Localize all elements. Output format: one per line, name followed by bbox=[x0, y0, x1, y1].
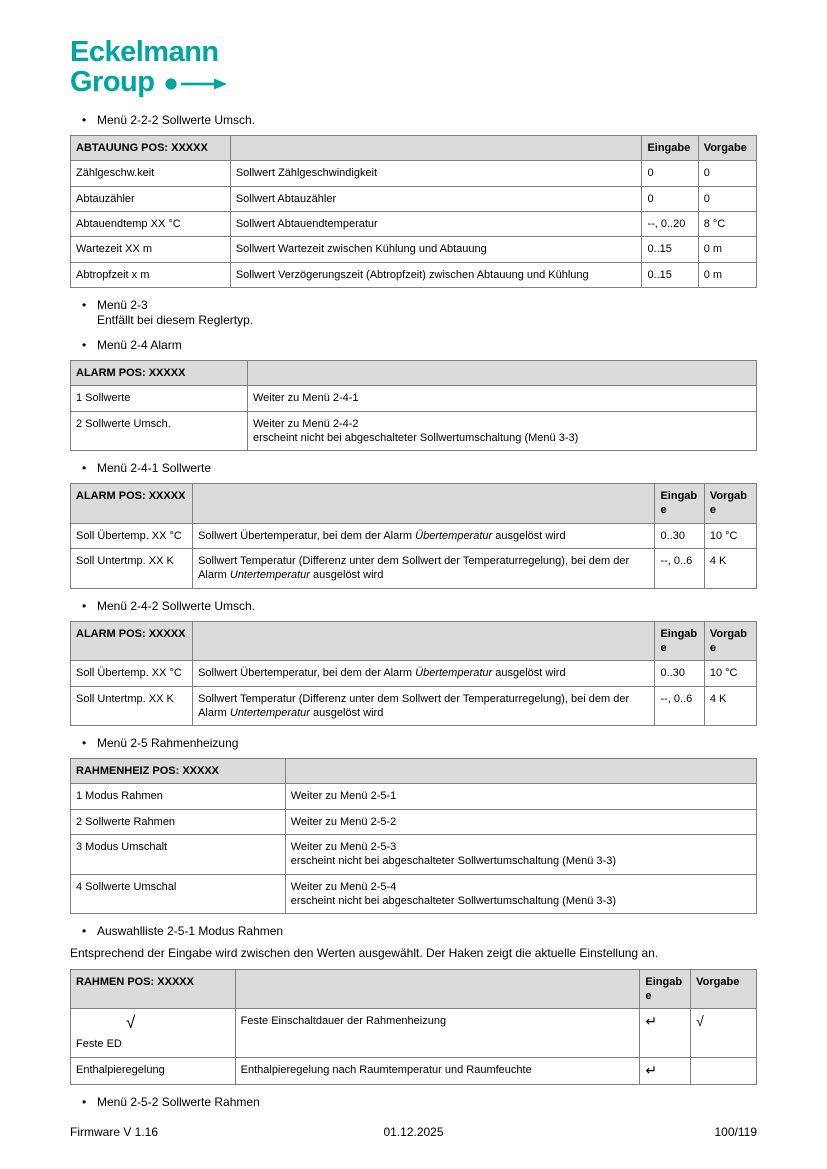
table-cell: 0 bbox=[642, 161, 698, 186]
table-cell: Abtropfzeit x m bbox=[71, 262, 231, 287]
table-row bbox=[71, 1057, 757, 1084]
table-cell bbox=[640, 1009, 691, 1057]
table-cell: --, 0..20 bbox=[642, 212, 698, 237]
table-cell: 4 K bbox=[704, 549, 756, 589]
bullet-text bbox=[97, 461, 757, 476]
table-head bbox=[71, 759, 757, 784]
table-row bbox=[71, 549, 757, 589]
table-row bbox=[71, 411, 757, 451]
table-body bbox=[71, 161, 757, 287]
table-cell: --, 0..6 bbox=[655, 549, 704, 589]
bullet-item bbox=[70, 461, 757, 476]
abtauung-pos-table bbox=[70, 135, 757, 288]
bullet-item bbox=[70, 924, 757, 939]
table-body bbox=[71, 1009, 757, 1085]
table-row bbox=[71, 1009, 757, 1057]
table-cell bbox=[71, 1009, 236, 1057]
table-cell: Soll Übertemp. XX °C bbox=[71, 523, 193, 548]
table-cell: 10 °C bbox=[704, 523, 756, 548]
table-header-cell: RAHMENHEIZ POS: XXXXX bbox=[71, 759, 286, 784]
table-row bbox=[71, 686, 757, 726]
bullet-text bbox=[97, 599, 757, 614]
table-cell: 0..15 bbox=[642, 262, 698, 287]
table-row bbox=[71, 386, 757, 411]
page-footer bbox=[70, 1125, 757, 1139]
table-cell: 0 m bbox=[698, 237, 756, 262]
table-body bbox=[71, 784, 757, 914]
table-cell: 0 bbox=[698, 161, 756, 186]
bullet-item bbox=[70, 599, 757, 614]
bullet-line: Menü 2-4-1 Sollwerte bbox=[97, 461, 212, 476]
footer-page-number: 100/119 bbox=[714, 1125, 757, 1139]
table-cell: 0..30 bbox=[655, 523, 704, 548]
table-row bbox=[71, 834, 757, 874]
table-header-cell bbox=[193, 484, 655, 524]
table-header-cell bbox=[235, 969, 640, 1009]
table-cell: Weiter zu Menü 2-5-1 bbox=[285, 784, 756, 809]
logo-arrow-icon bbox=[165, 77, 229, 91]
table-header-cell: Eingabe bbox=[642, 136, 698, 161]
table-cell bbox=[640, 1057, 691, 1084]
rahmenheiz-pos-table bbox=[70, 758, 757, 914]
table-cell: Abtauzähler bbox=[71, 186, 231, 211]
table-body bbox=[71, 386, 757, 451]
table-cell: 1 Modus Rahmen bbox=[71, 784, 286, 809]
table-row bbox=[71, 661, 757, 686]
table-cell: --, 0..6 bbox=[655, 686, 704, 726]
table-cell: 0..30 bbox=[655, 661, 704, 686]
table-cell: Sollwert Zählgeschwindigkeit bbox=[230, 161, 642, 186]
bullet-line: Auswahlliste 2-5-1 Modus Rahmen bbox=[97, 924, 284, 939]
table-cell: Weiter zu Menü 2-5-2 bbox=[285, 809, 756, 834]
bullet-text bbox=[97, 298, 757, 328]
table-cell: Sollwert Wartezeit zwischen Kühlung und Abtauung bbox=[230, 237, 642, 262]
table-head bbox=[71, 136, 757, 161]
table-cell: 8 °C bbox=[698, 212, 756, 237]
table-header-row bbox=[71, 969, 757, 1009]
table-row bbox=[71, 161, 757, 186]
footer-date: 01.12.2025 bbox=[383, 1125, 444, 1139]
table-cell: Sollwert Abtauendtemperatur bbox=[230, 212, 642, 237]
table-head bbox=[71, 969, 757, 1009]
table-header-row bbox=[71, 621, 757, 661]
table-cell: Weiter zu Menü 2-5-4 erscheint nicht bei abgeschalteter Sollwertumschaltung (Menü 3-3) bbox=[285, 874, 756, 914]
bullet-text bbox=[97, 338, 757, 353]
table-cell: Sollwert Verzögerungszeit (Abtropfzeit) zwischen Abtauung und Kühlung bbox=[230, 262, 642, 287]
logo-text-group: Group bbox=[70, 65, 155, 98]
table-cell: 4 Sollwerte Umschal bbox=[71, 874, 286, 914]
bullet-line: Menü 2-3 bbox=[97, 297, 148, 312]
table-cell: 0 bbox=[642, 186, 698, 211]
table-header-cell: ALARM POS: XXXXX bbox=[71, 360, 248, 385]
table-cell: Zählgeschw.keit bbox=[71, 161, 231, 186]
bullet-text bbox=[97, 1095, 757, 1110]
table-header-cell: Vorgabe bbox=[704, 621, 756, 661]
table-head bbox=[71, 360, 757, 385]
table-header-cell bbox=[193, 621, 655, 661]
table-cell: Weiter zu Menü 2-4-1 bbox=[247, 386, 756, 411]
table-header-cell: Eingabe bbox=[640, 969, 691, 1009]
table-cell: 10 °C bbox=[704, 661, 756, 686]
table-cell: Weiter zu Menü 2-4-2 erscheint nicht bei abgeschalteter Sollwertumschaltung (Menü 3-3) bbox=[247, 411, 756, 451]
table-header-cell: Eingabe bbox=[655, 484, 704, 524]
table-cell: Soll Untertmp. XX K bbox=[71, 549, 193, 589]
table-header-row bbox=[71, 759, 757, 784]
table-cell: Weiter zu Menü 2-5-3 erscheint nicht bei abgeschalteter Sollwertumschaltung (Menü 3-3) bbox=[285, 834, 756, 874]
footer-firmware-version: Firmware V 1.16 bbox=[70, 1125, 159, 1139]
table-header-cell: Eingabe bbox=[655, 621, 704, 661]
table-cell: Wartezeit XX m bbox=[71, 237, 231, 262]
table-header-cell: Vorgabe bbox=[704, 484, 756, 524]
bullet-item bbox=[70, 338, 757, 353]
table-cell: 0..15 bbox=[642, 237, 698, 262]
table-row bbox=[71, 523, 757, 548]
alarm-sollwerte-table bbox=[70, 483, 757, 588]
table-cell: 2 Sollwerte Rahmen bbox=[71, 809, 286, 834]
table-row bbox=[71, 212, 757, 237]
bullet-line: Menü 2-4-2 Sollwerte Umsch. bbox=[97, 598, 256, 613]
logo-text-eckelmann: Eckelmann bbox=[70, 36, 219, 68]
table-cell: 0 bbox=[698, 186, 756, 211]
table-row bbox=[71, 186, 757, 211]
bullet-dot: • bbox=[82, 924, 87, 939]
bullet-item bbox=[70, 1095, 757, 1110]
table-body bbox=[71, 661, 757, 726]
table-cell: Soll Übertemp. XX °C bbox=[71, 661, 193, 686]
bullet-line: Menü 2-5 Rahmenheizung bbox=[97, 736, 239, 751]
paragraph: Entsprechend der Eingabe wird zwischen den Werten ausgewählt. Der Haken zeigt die aktuelle Einstellung an. bbox=[70, 946, 659, 961]
table-cell: Sollwert Temperatur (Differenz unter dem Sollwert der Temperaturregelung), bei dem der Alarm Untertemperatur ausgelöst wird bbox=[193, 686, 655, 726]
table-header-cell: ALARM POS: XXXXX bbox=[71, 484, 193, 524]
bullet-item bbox=[70, 736, 757, 751]
table-row bbox=[71, 784, 757, 809]
bullet-line: Menü 2-2-2 Sollwerte Umsch. bbox=[97, 113, 256, 128]
bullet-item bbox=[70, 113, 757, 128]
table-body bbox=[71, 523, 757, 588]
table-cell bbox=[691, 1057, 757, 1084]
table-header-cell bbox=[230, 136, 642, 161]
bullet-dot: • bbox=[82, 598, 87, 613]
bullet-line: Entfällt bei diesem Reglertyp. bbox=[97, 312, 254, 327]
table-cell: 0 m bbox=[698, 262, 756, 287]
table-header-cell: ALARM POS: XXXXX bbox=[71, 621, 193, 661]
table-row bbox=[71, 262, 757, 287]
enter-icon: ↵ bbox=[645, 1013, 658, 1030]
alarm-pos-menu-table bbox=[70, 360, 757, 451]
eckelmann-logo bbox=[70, 38, 757, 97]
bullet-item bbox=[70, 298, 757, 328]
table-cell: Sollwert Abtauzähler bbox=[230, 186, 642, 211]
table-cell: Feste Einschaltdauer der Rahmenheizung bbox=[235, 1009, 640, 1057]
bullet-text bbox=[97, 924, 757, 939]
table-cell: 2 Sollwerte Umsch. bbox=[71, 411, 248, 451]
table-head bbox=[71, 621, 757, 661]
bullet-dot: • bbox=[82, 736, 87, 751]
rahmen-pos-modus-table bbox=[70, 969, 757, 1085]
table-header-cell: ABTAUUNG POS: XXXXX bbox=[71, 136, 231, 161]
document-content bbox=[70, 113, 757, 1110]
bullet-dot: • bbox=[82, 113, 87, 128]
table-header-cell: Vorgabe bbox=[698, 136, 756, 161]
table-row bbox=[71, 237, 757, 262]
checkmark-icon: √ bbox=[696, 1013, 704, 1030]
table-header-row bbox=[71, 484, 757, 524]
bullet-dot: • bbox=[82, 461, 87, 476]
bullet-text bbox=[97, 736, 757, 751]
bullet-line: Menü 2-5-2 Sollwerte Rahmen bbox=[97, 1094, 260, 1109]
table-cell: Soll Untertmp. XX K bbox=[71, 686, 193, 726]
bullet-text bbox=[97, 113, 757, 128]
bullet-line: Menü 2-4 Alarm bbox=[97, 337, 182, 352]
table-cell: 4 K bbox=[704, 686, 756, 726]
table-header-cell bbox=[247, 360, 756, 385]
table-cell: Enthalpieregelung nach Raumtemperatur und Raumfeuchte bbox=[235, 1057, 640, 1084]
table-cell: 1 Sollwerte bbox=[71, 386, 248, 411]
table-header-cell: RAHMEN POS: XXXXX bbox=[71, 969, 236, 1009]
table-cell: Abtauendtemp XX °C bbox=[71, 212, 231, 237]
enter-icon: ↵ bbox=[645, 1061, 658, 1078]
bullet-dot: • bbox=[82, 1094, 87, 1109]
table-cell: Enthalpieregelung bbox=[71, 1057, 236, 1084]
table-cell: Sollwert Temperatur (Differenz unter dem Sollwert der Temperaturregelung), bei dem der Alarm Untertemperatur ausgelöst wird bbox=[193, 549, 655, 589]
table-cell: 3 Modus Umschalt bbox=[71, 834, 286, 874]
table-header-cell bbox=[285, 759, 756, 784]
bullet-dot: • bbox=[82, 337, 87, 352]
table-cell bbox=[691, 1009, 757, 1057]
alarm-sollwerte-umsch-table bbox=[70, 621, 757, 726]
table-cell: Sollwert Übertemperatur, bei dem der Alarm Übertemperatur ausgelöst wird bbox=[193, 661, 655, 686]
checkmark-icon: √ bbox=[126, 1013, 136, 1033]
table-header-row bbox=[71, 360, 757, 385]
table-row bbox=[71, 809, 757, 834]
table-header-row bbox=[71, 136, 757, 161]
logo-row-group bbox=[70, 65, 757, 98]
table-row bbox=[71, 874, 757, 914]
bullet-dot: • bbox=[82, 297, 87, 312]
table-head bbox=[71, 484, 757, 524]
table-header-cell: Vorgabe bbox=[691, 969, 757, 1009]
table-cell: Sollwert Übertemperatur, bei dem der Alarm Übertemperatur ausgelöst wird bbox=[193, 523, 655, 548]
cell-label: Feste ED bbox=[76, 1038, 122, 1051]
